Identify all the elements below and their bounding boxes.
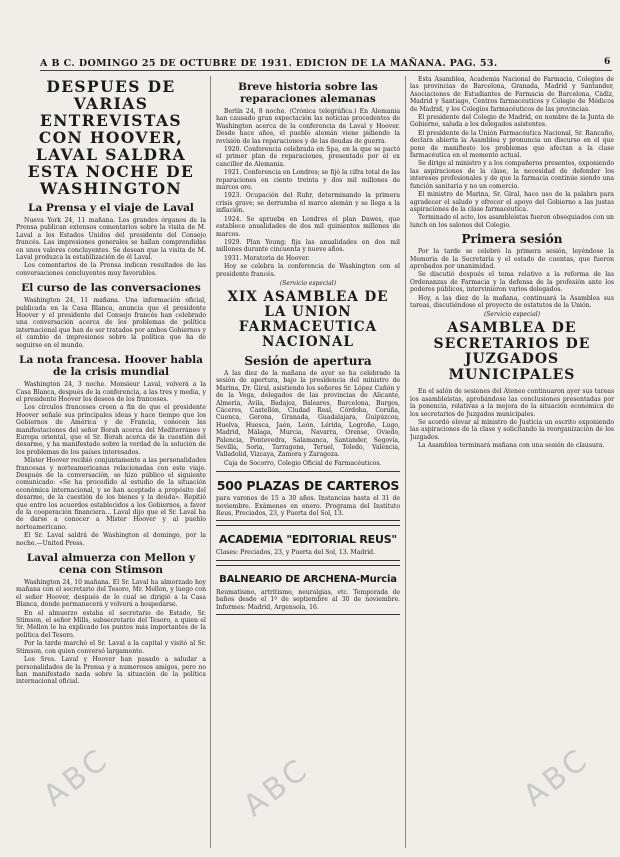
abc-watermark: ABC xyxy=(237,751,317,824)
ad-carteros xyxy=(216,471,400,521)
paragraph: Los Sres. Laval y Hoover han pasado a saludar a personalidades de la Prensa y a numerosos amigos, pero no han manifestado nada sobre la situación de la política internacional oficial. xyxy=(16,656,206,686)
paragraph: Caja de Socorro, Colegio Oficial de Farmacéuticos. xyxy=(224,459,382,467)
paragraph: Hoy, a las diez de la mañana, continuará la Asamblea sus tareas, discutiéndose el proyecto de estatutos de la Unión. xyxy=(410,294,614,309)
paragraph: 1920. Conferencia celebrada en Spa, en la que se pactó el primer plan de reparaciones, presentado por el ex canciller de Alemania. xyxy=(216,146,400,168)
subheading-sesion-apertura: Sesión de apertura xyxy=(244,353,372,368)
subheading-conversaciones: El curso de las conversaciones xyxy=(21,282,201,295)
paragraph: El presidente de la Unión Farmacéutica Nacional, Sr. Rancaño, declara abierta la Asamblea y pronuncia un discurso en el que pone de manifiesto los problemas que afectan a la clase farmacéutica en el momento actual. xyxy=(410,129,614,160)
column-1 xyxy=(16,76,206,848)
paragraph: Hoy se celebra la conferencia de Washington con el presidente francés. xyxy=(216,263,400,278)
paragraph: Nueva York 24, 11 mañana. Los grandes órganos de la Prensa publican extensos comentarios sobre la visita de M. Laval a los Estados Unidos del presidente del Consejo francés. Las impresiones generales se hallan comprendidas en unos valores concluyentes. Se desean que la visita de M. Laval produzca la estabilización de él Laval. xyxy=(16,217,206,262)
paragraph: 1929. Plan Young; fija las anualidades en dos mil millones durante cincuenta y nueve años. xyxy=(216,238,400,254)
paragraph: El presidente del Colegio de Madrid, en nombre de la Junta de Gobierno, saluda a los delegados asistentes. xyxy=(410,114,614,129)
subheading-reparaciones: Breve historia sobre las reparaciones alemanas xyxy=(238,81,378,105)
column-3 xyxy=(410,76,614,848)
paragraph: Los comentarios de la Prensa indican resultados de las conversaciones concluyentes muy favorables. xyxy=(16,262,206,277)
page-number: 6 xyxy=(604,57,611,67)
subheading-primera-sesion: Primera sesión xyxy=(461,232,563,247)
ad-text: Clases: Preciados, 23, y Puerta del Sol, 13. Madrid. xyxy=(216,549,376,557)
paragraph: Berlín 24, 8 noche. (Crónica telegráfica.) En Alemania han causado gran expectación las noticias procedentes de Washington acerca de la conferencia de Laval y Hoover. Desde hace años, el pueblo alemán viene pidiendo la revisión de las reparaciones y de las deudas de guerra. xyxy=(216,108,400,145)
paragraph: Por la tarde se celebró la primera sesión, leyéndose la Memoria de la Secretaría y el estado de cuentas, que fueron aprobados por unanimidad. xyxy=(410,248,614,270)
service-note: (Servicio especial) xyxy=(483,311,541,319)
paragraph: Washington 24, 3 noche. Monsieur Laval, volverá a la Casa Blanca, después de la conferencia, a las tres y media, y el presidente Hoover los deseos de los franceses. xyxy=(16,381,206,403)
paragraph: Míster Hoover recibió conjuntamente a las personalidades francesas y norteamericanas relacionadas con este viaje. Después de la conversación, se hizo público el siguiente comunicado: «Se ha procedido al estudio de la situación económica internacional, y se han aceptado a propósito del desarme, de la cuestión de los bienes y la deuda». Repitió que entre los acuerdos establecidos a los Gobiernos, a favor de la cooperación financiera... Laval dijo que el Sr. Laval ha de darse a conocer a Míster Hoover y al pueblo norteamericano. xyxy=(16,457,206,531)
ad-title: 500 PLAZAS DE CARTEROS xyxy=(216,478,400,494)
ad-title: ACADEMIA "EDITORIAL REUS" xyxy=(219,533,397,547)
paragraph: 1921. Conferencia en Londres; se fijó la cifra total de las reparaciones en ciento treinta y dos mil millones de marcos oro. xyxy=(216,169,400,192)
column-rule xyxy=(405,76,406,848)
paragraph: Washington 24, 10 mañana. El Sr. Laval ha almorzado hoy mañana con el secretario del Tesoro, Mr. Mellon, y luego con el señor Hoover, después de lo cual se dirigió a la Casa Blanca, donde permanecerá y volverá a hospedarse. xyxy=(16,579,206,609)
headline-laval-hoover: DESPUES DE VARIAS ENTREVISTAS CON HOOVER, LAVAL SALDRA ESTA NOCHE DE WASHINGTON xyxy=(27,77,195,198)
paragraph: A las diez de la mañana de ayer se ha celebrado la sesión de apertura, bajo la presidencia del ministro de Marina, Dr. Giral, asistiendo los señores Sr. López Cañón y de la Vega, delegados de las provincias de Alicante, Almería, Ávila, Badajoz, Baleares, Barcelona, Burgos, Cáceres, Castellón, Ciudad Real, Córdoba, Coruña, Cuenca, Gerona, Granada, Guadalajara, Guipúzcoa, Huelva, Huesca, Jaén, León, Lérida, Logroño, Lugo, Madrid, Málaga, Murcia, Navarra, Orense, Oviedo, Palencia, Pontevedra, Salamanca, Santander, Segovia, Sevilla, Soria, Tarragona, Teruel, Toledo, Valencia, Valladolid, Vizcaya, Zamora y Zaragoza. xyxy=(216,369,400,459)
abc-watermark: ABC xyxy=(37,741,117,814)
headline-secretarios-juzgados: ASAMBLEA DE SECRETARIOS DE JUZGADOS MUNICIPALES xyxy=(433,320,591,383)
paragraph: 1931. Moratoria de Hoover. xyxy=(224,254,310,262)
ad-text: para varones de 15 a 30 años. Instancias hasta el 31 de noviembre. Exámenes en enero. Programa del Instituto Reus, Preciados, 23, y Puerta del Sol, 13. xyxy=(216,495,400,518)
masthead xyxy=(40,56,612,71)
paragraph: En el salón de sesiones del Ateneo continuaron ayer sus tareas los asambleístas, aprobándose las conclusiones presentadas por la ponencia, relativas a la mejora de la situación económica de los secretarios de Juzgados municipales. xyxy=(410,388,614,418)
column-2 xyxy=(216,76,400,848)
ad-academia xyxy=(216,525,400,560)
paragraph: Se dirige al ministro y a los compañeros presentes, exponiendo las aspiraciones de la clase, la necesidad de defender los intereses profesionales y de que la farmacia continúe siendo una función sanitaria y no un comercio. xyxy=(410,160,614,190)
paragraph: El Sr. Laval saldrá de Washington el domingo, por la noche.—United Press. xyxy=(16,532,206,547)
paragraph: 1924. Se aprueba en Londres el plan Dawes, que establece anualidades de dos mil quinientos millones de marcos. xyxy=(216,215,400,238)
column-rule xyxy=(210,76,211,848)
service-note: (Servicio especial) xyxy=(279,279,337,287)
ad-title: BALNEARIO DE ARCHENA-Murcia xyxy=(219,573,397,585)
subheading-mellon-stimson: Laval almuerza con Mellon y cena con Stimson xyxy=(26,552,196,577)
paragraph: Terminado el acto, los asambleístas fueron obsequiados con un lunch en los salones del Colegio. xyxy=(410,214,614,229)
abc-watermark: ABC xyxy=(517,741,597,814)
paragraph: En el almuerzo estaba el secretario de Estado, Sr. Stimson, el señor Mills, subsecretario del Tesoro, a quien el Sr. Mellon le ha explicado los puntos más importantes de la política del Tesoro. xyxy=(16,609,206,639)
paragraph: Se discutió después el tema relativo a la reforma de las Ordenanzas de Farmacia y la defensa de la profesión ante los poderes públicos, intervinieron varios delegados. xyxy=(410,271,614,294)
masthead-dateline: A B C. DOMINGO 25 DE OCTUBRE DE 1931. EDICION DE LA MAÑANA. PAG. 53. xyxy=(40,57,498,69)
subheading-nota-francesa: La nota francesa. Hoover habla de la crisis mundial xyxy=(19,354,203,379)
paragraph: Por la tarde marchó el Sr. Laval a la capital y visitó al Sr. Stimson, con quien conversó largamente. xyxy=(16,640,206,655)
paragraph: Los círculos franceses creen a fin de que el presidente Hoover señale sus principales ideas y hace tiempo que los Gobiernos de América y de Francia, conocen las manifestaciones del señor Borah acerca del Mediterráneo y Europa oriental, que el Sr. Borah acerca de la cuestión del desarme, y ha manifestado sobre la verdad de la solución de los problemas de los países interesados. xyxy=(16,404,206,456)
paragraph: El ministro de Marina, Sr. Giral, hace uso de la palabra para agradecer el saludo y ofrecer el apoyo del Gobierno a las justas aspiraciones de la clase farmacéutica. xyxy=(410,191,614,213)
paragraph: Washington 24, 11 mañana. Una información oficial, publicada en la Casa Blanca, anuncia que el presidente Hoover y el presidente del Consejo francés han celebrado una conversación acerca de los problemas de política internacional que han de ser tratados por ambos Gobiernos y el cambio de impresiones sobre la política que ha de seguirse en el mundo. xyxy=(16,297,206,349)
paragraph: La Asamblea terminará mañana con una sesión de clausura. xyxy=(418,442,605,450)
headline-asamblea-farmaceutica: XIX ASAMBLEA DE LA UNION FARMACEUTICA NACIONAL xyxy=(227,288,389,350)
ad-text: Reumatismo, artritismo, neuralgias, etc. Temporada de baños desde el 1º de septiembre al 30 de noviembre. Informes: Madrid, Argensola, 16. xyxy=(216,588,400,611)
subheading-prensa: La Prensa y el viaje de Laval xyxy=(28,202,194,214)
paragraph: Esta Asamblea, Academia Nacional de Farmacia, Colegios de las provincias de Barcelona, Granada, Madrid y Santander, Asociaciones de Estudiantes de Farmacia de Barcelona, Cádiz, Madrid y Santiago, Centros farmacéuticos y Colegio de Médicos de Madrid, y los Colegios farmacéuticos de las provincias. xyxy=(410,76,614,113)
ad-balneario xyxy=(216,565,400,615)
paragraph: Se acordó elevar al ministro de Justicia un escrito exponiendo las aspiraciones de la clase y solicitando la reorganización de los Juzgados. xyxy=(410,419,614,441)
paragraph: 1923. Ocupación del Ruhr, determinando la primera crisis grave; se derrumba el marco alemán y se llega a la inflación. xyxy=(216,192,400,215)
